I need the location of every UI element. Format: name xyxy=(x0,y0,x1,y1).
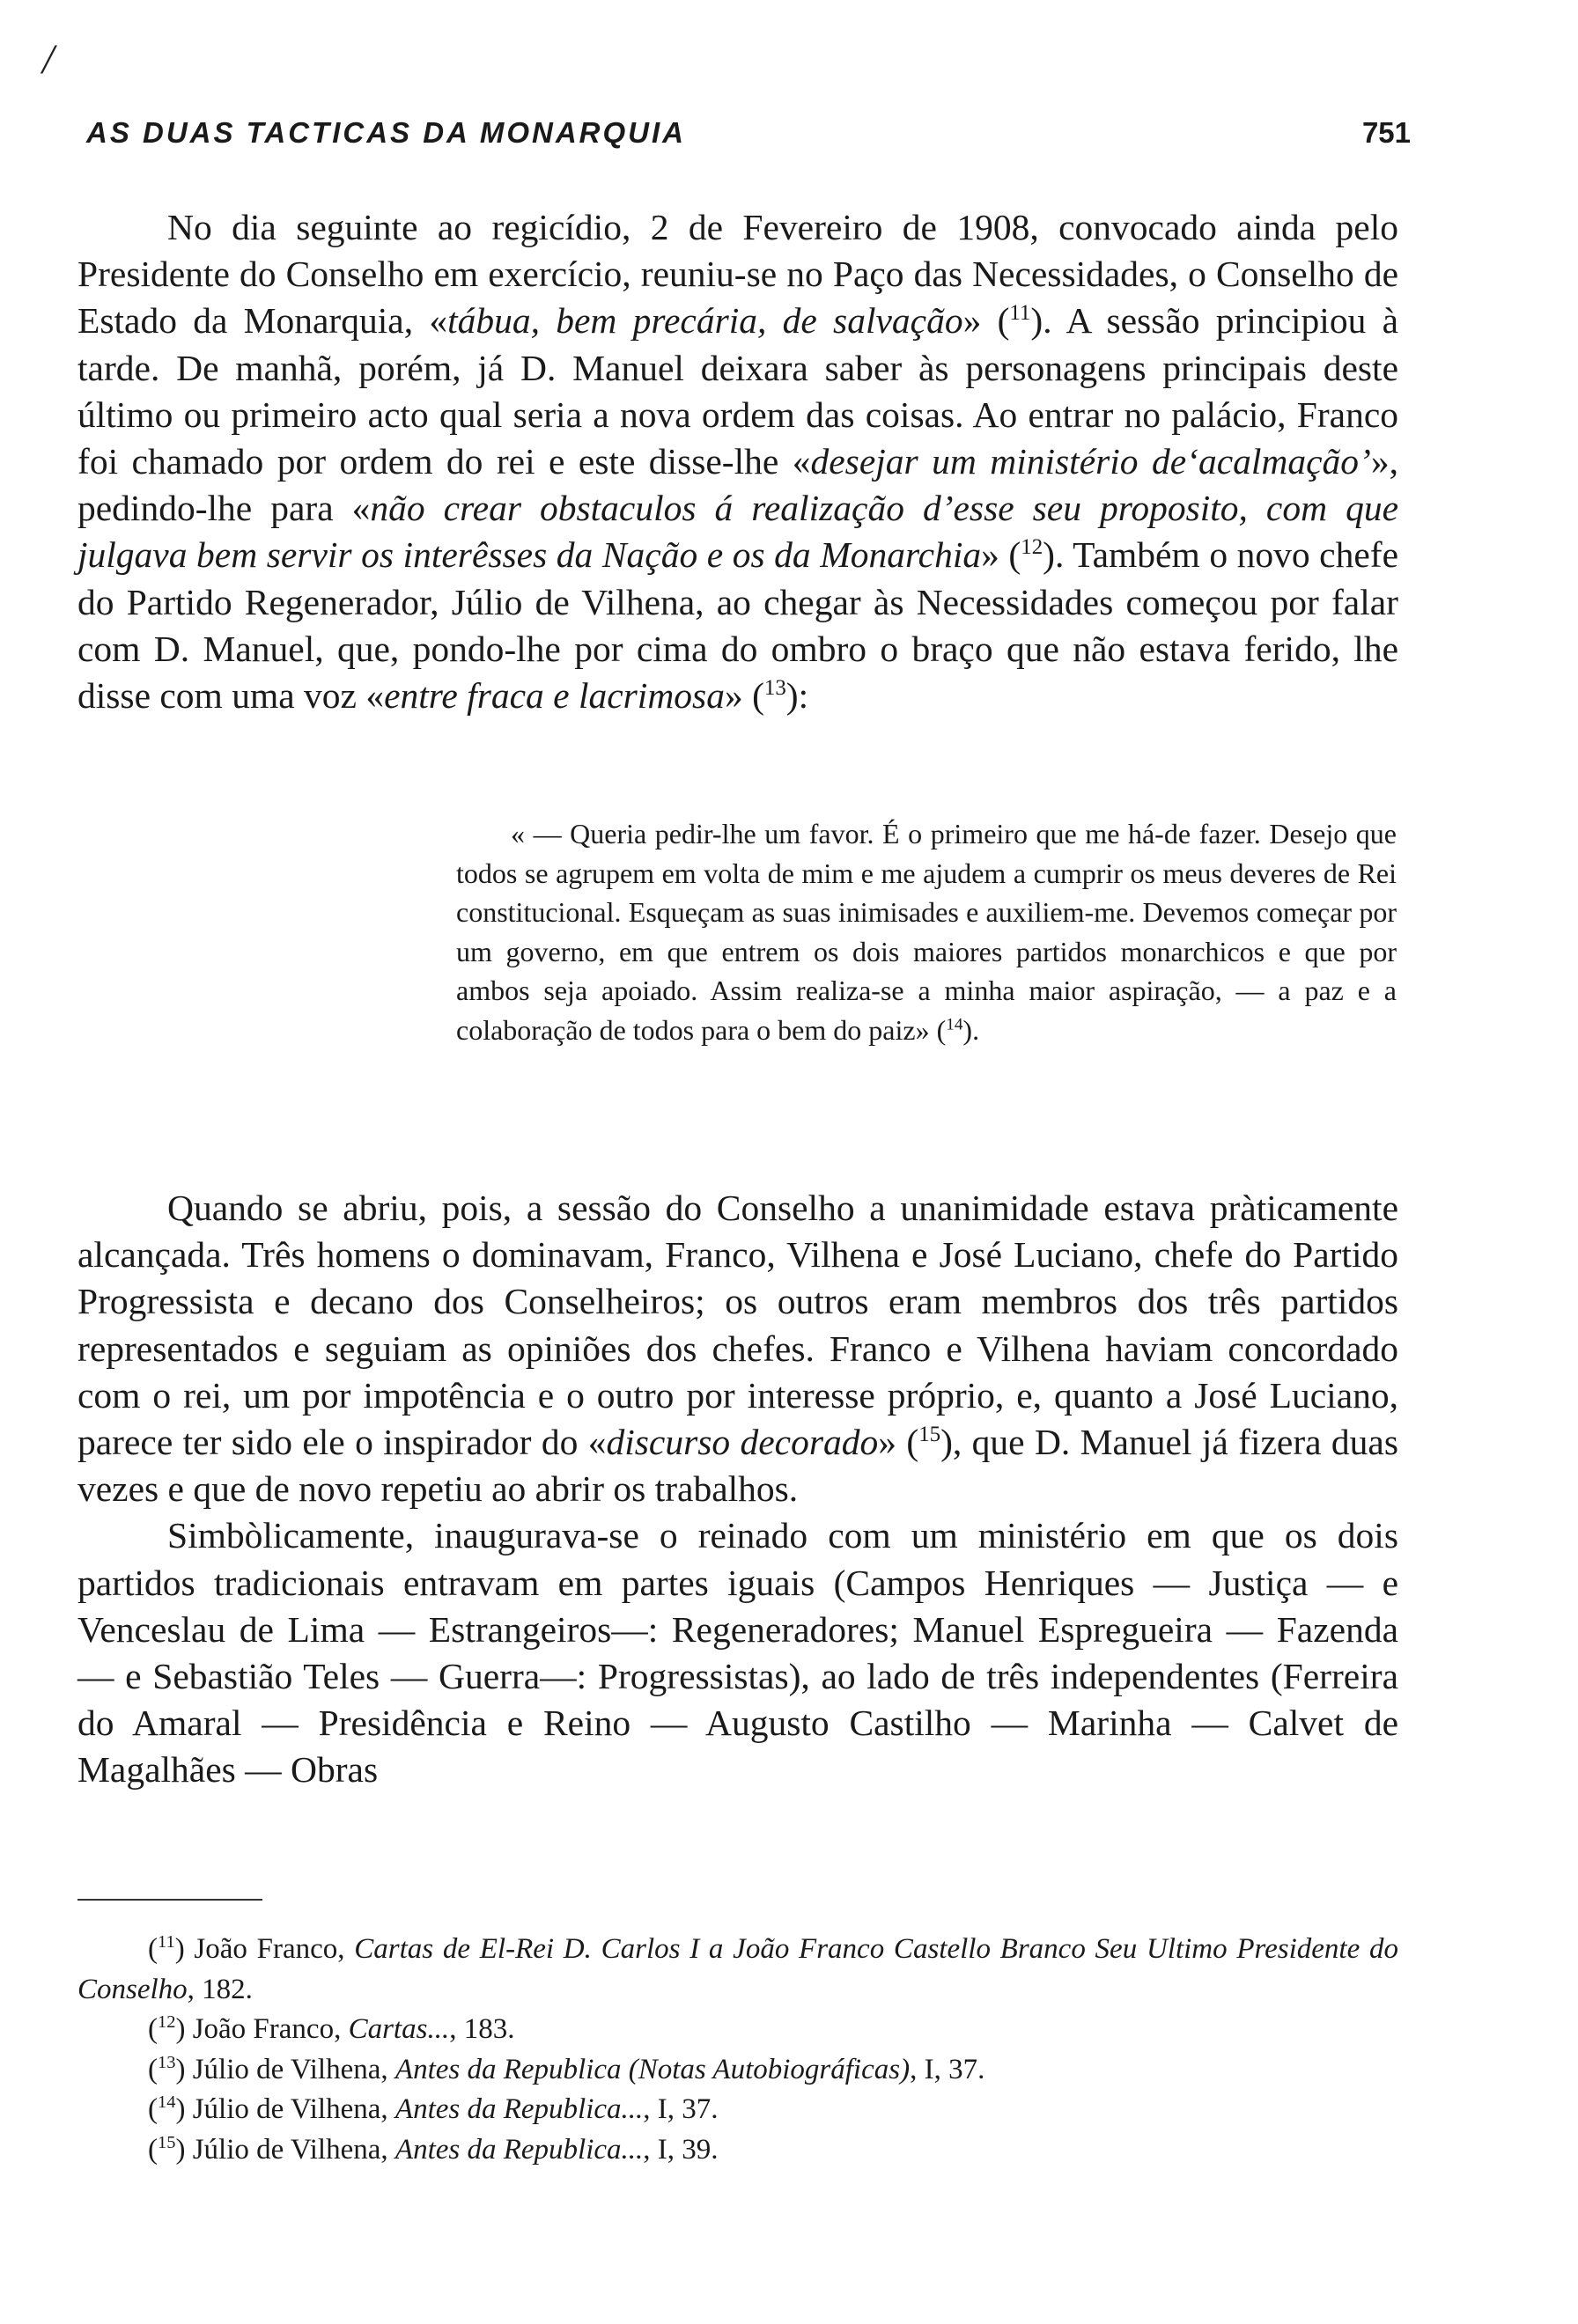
footnote-ref: 14 xyxy=(946,1014,963,1033)
page-number: 751 xyxy=(1361,116,1411,149)
footnote-13: ($^{13}$) Júlio de Vilhena, Antes da Republica (Notas Autobiográficas), I, 37. xyxy=(148,2052,985,2085)
footnote-15: ($^{15}$) Júlio de Vilhena, Antes da Republica..., I, 39. xyxy=(148,2132,719,2166)
footnote-ref: 12 xyxy=(1021,535,1043,560)
quoted-phrase: não crear obstaculos á realização d’esse seu proposito, com que julgava bem servir os interêsses da Nação e os da Monarchia xyxy=(77,488,1398,576)
body-paragraph-2 xyxy=(77,1185,1398,1794)
quoted-phrase: entre fraca e lacrimosa xyxy=(384,675,725,717)
paragraph-text: No dia seguinte ao regicídio, 2 de Fevereiro de 1908, convocado ainda pelo Presidente do Conselho em exercício, reuniu-se no Paço das Necessidades, o Conselho de Estado da Monarquia, «tábua, bem precária, de salvação» ($^{11}$). A sessão principiou à tarde. De manhã, porém, já D. Manuel deixara saber às personagens principais deste último ou primeiro acto qual seria a nova ordem das coisas. Ao entrar no palácio, Franco foi chamado por ordem do rei e este disse-lhe «desejar um ministério de‘acalmação’», pedindo-lhe para «não crear obstaculos á realização d’esse seu proposito, com que julgava bem servir os interêsses da Nação e os da Monarchia» ($^{12}$). Também o novo chefe do Partido Regenerador, Júlio de Vilhena, ao chegar às Necessidades começou por falar com D. Manuel, que, pondo-lhe por cima do ombro o braço que não estava ferido, lhe disse com uma voz «entre fraca e lacrimosa» ($^{13}$): xyxy=(77,207,1399,717)
quoted-phrase: discurso decorado xyxy=(606,1422,879,1463)
footnote-ref: 13 xyxy=(763,676,786,701)
pencil-mark: / xyxy=(42,36,55,83)
running-head xyxy=(86,116,1411,150)
footnote-ref: 11 xyxy=(1009,301,1031,326)
quoted-phrase: tábua, bem precária, de salvação xyxy=(447,300,963,342)
footnote-divider xyxy=(77,1899,262,1901)
footnote-14: ($^{14}$) Júlio de Vilhena, Antes da Republica..., I, 37. xyxy=(148,2092,719,2125)
footnote-ref: 15 xyxy=(918,1423,941,1447)
running-title: AS DUAS TACTICAS DA MONARQUIA xyxy=(86,116,686,149)
footnote-11: ($^{11}$) João Franco, Cartas de El-Rei D. Carlos I a João Franco Castello Branco Seu Ultimo Presidente do Conselho, 182. xyxy=(77,1932,1398,2005)
block-quote xyxy=(456,814,1397,1049)
footnote-12: ($^{12}$) João Franco, Cartas..., 183. xyxy=(148,2012,515,2045)
paragraph-text: Quando se abriu, pois, a sessão do Conselho a unanimidade estava pràticamente alcançada. Três homens o dominavam, Franco, Vilhena e José Luciano, chefe do Partido Progressista e decano dos Conselheiros; os outros eram membros dos três partidos representados e seguiam as opiniões dos chefes. Franco e Vilhena haviam concordado com o rei, um por impotência e o outro por interesse próprio, e, quanto a José Luciano, parece ter sido ele o inspirador do «discurso decorado» ($^{15}$), que D. Manuel já fizera duas vezes e que de novo repetiu ao abrir os trabalhos. xyxy=(77,1188,1398,1510)
footnotes xyxy=(77,1930,1398,2170)
quote-text: « — Queria pedir-lhe um favor. É o primeiro que me há-de fazer. Desejo que todos se agrupem em volta de mim e me ajudem a cumprir os meus deveres de Rei constitucional. Esqueçam as suas inimisades e auxiliem-me. Devemos começar por um governo, em que entrem os dois maiores partidos monarchicos e que por ambos seja apoiado. Assim realiza-se a minha maior aspiração, — a paz e a colaboração de todos para o bem do paiz» ($^{14}$). xyxy=(456,818,1397,1046)
paragraph-text: Simbòlicamente, inaugurava-se o reinado com um ministério em que os dois partidos tradicionais entravam em partes iguais (Campos Henriques — Justiça — e Venceslau de Lima — Estrangeiros—: Regeneradores; Manuel Espregueira — Fazenda — e Sebastião Teles — Guerra—: Progressistas), ao lado de três independentes (Ferreira do Amaral — Presidência e Reino — Augusto Castilho — Marinha — Calvet de Magalhães — Obras xyxy=(77,1515,1398,1791)
body-paragraph-1 xyxy=(77,204,1398,719)
quoted-phrase: desejar um ministério de‘acalmação’ xyxy=(810,441,1371,482)
